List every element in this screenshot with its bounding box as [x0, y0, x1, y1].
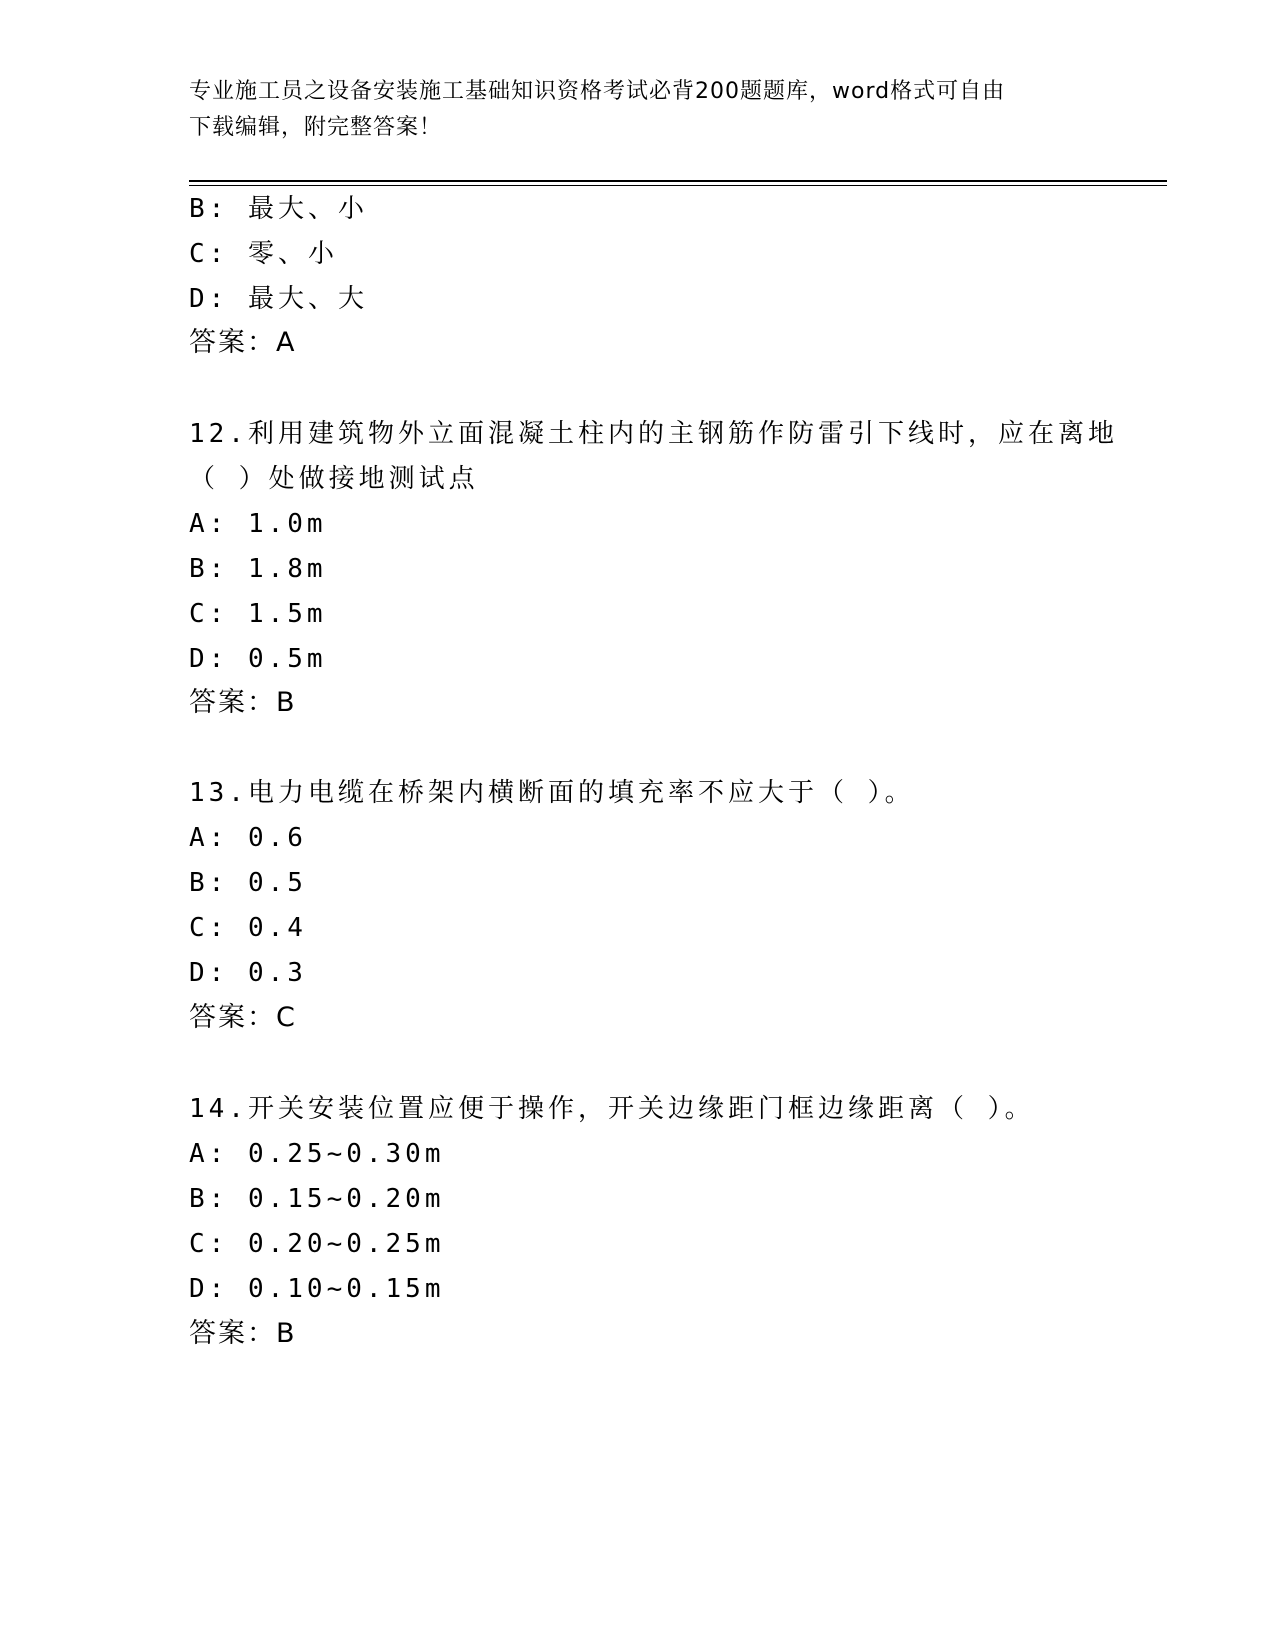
question-stem: 12.利用建筑物外立面混凝土柱内的主钢筋作防雷引下线时，应在离地 — [189, 419, 1118, 449]
question-stem-continued: （ ）处做接地测试点 — [189, 464, 479, 494]
option-d: D: 最大、大 — [189, 284, 368, 314]
option-c: C: 零、小 — [189, 239, 338, 269]
option-a: A: 0.25~0.30m — [189, 1139, 445, 1169]
document-header — [189, 74, 1089, 146]
option-a: A: 0.6 — [189, 823, 307, 853]
header-divider-thick — [189, 180, 1167, 182]
answer-line: 答案：B — [189, 1318, 297, 1349]
answer-line: 答案：A — [189, 327, 297, 358]
question-stem: 14.开关安装位置应便于操作，开关边缘距门框边缘距离（ ）。 — [189, 1094, 1035, 1124]
answer-line: 答案：B — [189, 687, 297, 718]
header-title-line-2: 下载编辑，附完整答案！ — [189, 115, 443, 140]
option-b: B: 0.15~0.20m — [189, 1184, 445, 1214]
option-b: B: 1.8m — [189, 554, 327, 584]
answer-line: 答案：C — [189, 1002, 297, 1033]
option-c: C: 0.4 — [189, 913, 307, 943]
option-c: C: 0.20~0.25m — [189, 1229, 445, 1259]
header-divider-thin — [189, 185, 1167, 186]
question-stem: 13.电力电缆在桥架内横断面的填充率不应大于（ ）。 — [189, 778, 915, 808]
option-b: B: 最大、小 — [189, 194, 368, 224]
header-title-line-1: 专业施工员之设备安装施工基础知识资格考试必背200题题库，word格式可自由 — [189, 79, 1006, 104]
option-d: D: 0.10~0.15m — [189, 1274, 445, 1304]
option-d: D: 0.5m — [189, 644, 327, 674]
option-b: B: 0.5 — [189, 868, 307, 898]
option-d: D: 0.3 — [189, 958, 307, 988]
option-a: A: 1.0m — [189, 509, 327, 539]
option-c: C: 1.5m — [189, 599, 327, 629]
